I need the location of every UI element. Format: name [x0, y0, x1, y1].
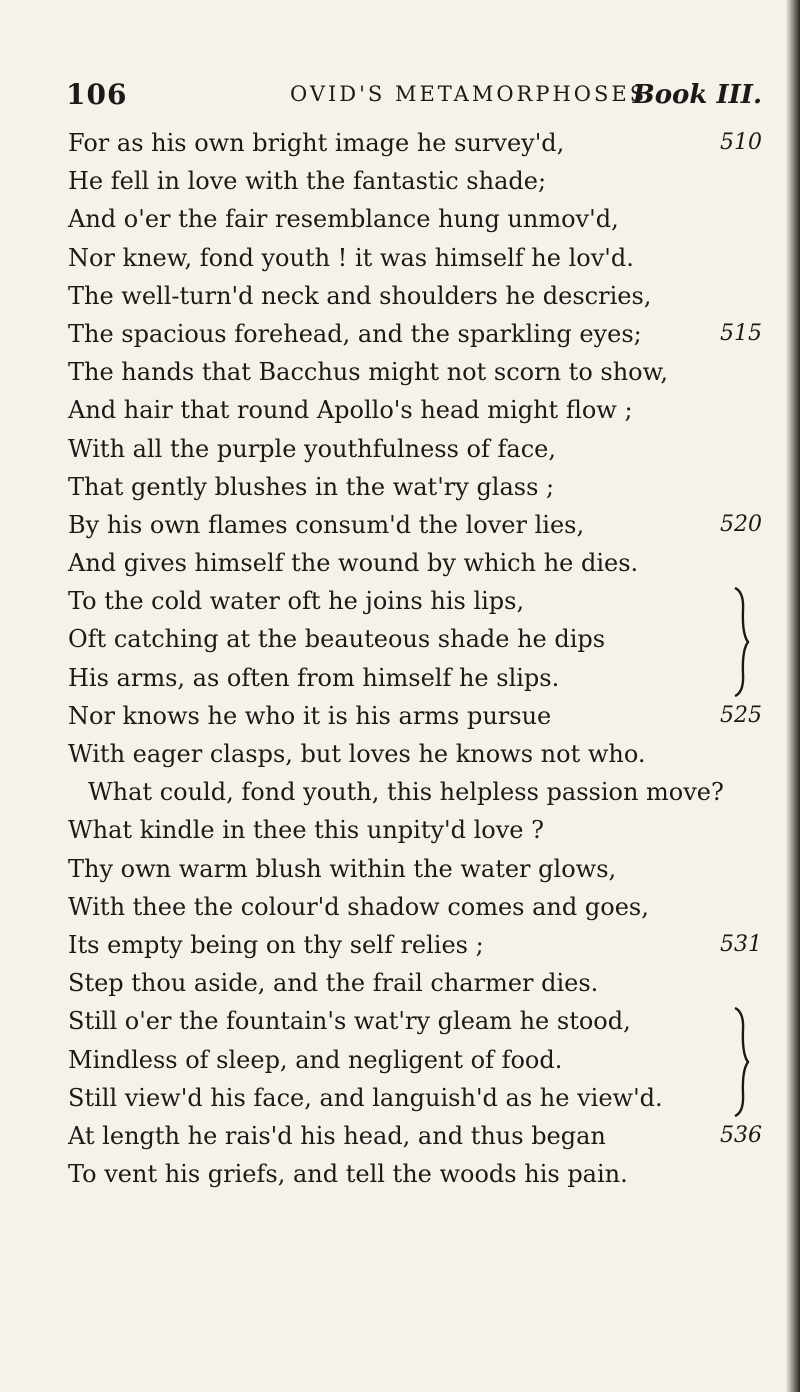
- verse-line: The well-turn'd neck and shoulders he descries,: [68, 281, 652, 310]
- running-title: OVID'S METAMORPHOSES.: [290, 82, 657, 106]
- verse-line: Still o'er the fountain's wat'ry gleam he stood,: [68, 1002, 764, 1040]
- verse-line: At length he rais'd his head, and thus began 536: [68, 1117, 764, 1155]
- verse-line: That gently blushes in the wat'ry glass ;: [68, 472, 555, 501]
- verse-line: Nor knows he who it is his arms pursue 525: [68, 697, 764, 735]
- verse-line: And o'er the fair resemblance hung unmov'd,: [68, 205, 619, 234]
- verse-line: For as his own bright image he survey'd, 510: [68, 124, 764, 162]
- verse-line: Thy own warm blush within the water glows,: [68, 854, 617, 883]
- verse-line: And gives himself the wound by which he dies.: [68, 549, 639, 578]
- running-header: [66, 78, 762, 114]
- verse-line: Step thou aside, and the frail charmer dies.: [68, 969, 599, 998]
- verse-line: Oft catching at the beauteous shade he dips: [68, 625, 606, 654]
- verse-line: His arms, as often from himself he slips.: [68, 663, 560, 692]
- line-number: 531: [720, 931, 762, 957]
- line-number: 536: [720, 1122, 762, 1148]
- line-number: 520: [720, 511, 762, 537]
- verse-line: What kindle in thee this unpity'd love ?: [68, 816, 545, 845]
- verse-line: What could, fond youth, this helpless passion move?: [88, 778, 724, 807]
- verse-line: Nor knew, fond youth ! it was himself he lov'd.: [68, 243, 634, 272]
- verse-line: To vent his griefs, and tell the woods his pain.: [68, 1160, 628, 1189]
- verse-line: With eager clasps, but loves he knows not who.: [68, 740, 646, 768]
- verse-line: With thee the colour'd shadow comes and goes,: [68, 892, 649, 921]
- line-number: 510: [720, 130, 762, 155]
- verse-line: To the cold water oft he joins his lips,: [68, 582, 764, 620]
- verse-line: By his own flames consum'd the lover lies, 520: [68, 506, 764, 544]
- line-number: 525: [720, 702, 762, 728]
- page-number: 106: [66, 78, 128, 111]
- poem-text: [68, 124, 764, 1193]
- book-label: Book III.: [632, 80, 762, 110]
- line-number: 515: [720, 320, 762, 346]
- verse-line: Mindless of sleep, and negligent of food.: [68, 1045, 563, 1074]
- verse-line: Its empty being on thy self relies ; 531: [68, 926, 764, 964]
- verse-line: The spacious forehead, and the sparkling eyes; 515: [68, 315, 764, 353]
- verse-line: He fell in love with the fantastic shade;: [68, 167, 547, 196]
- page-edge-shadow: [786, 0, 800, 1392]
- verse-line: Still view'd his face, and languish'd as he view'd.: [68, 1083, 663, 1112]
- verse-line: With all the purple youthfulness of face,: [68, 434, 556, 463]
- verse-line: And hair that round Apollo's head might flow ;: [68, 396, 633, 425]
- verse-line: The hands that Bacchus might not scorn to show,: [68, 358, 668, 387]
